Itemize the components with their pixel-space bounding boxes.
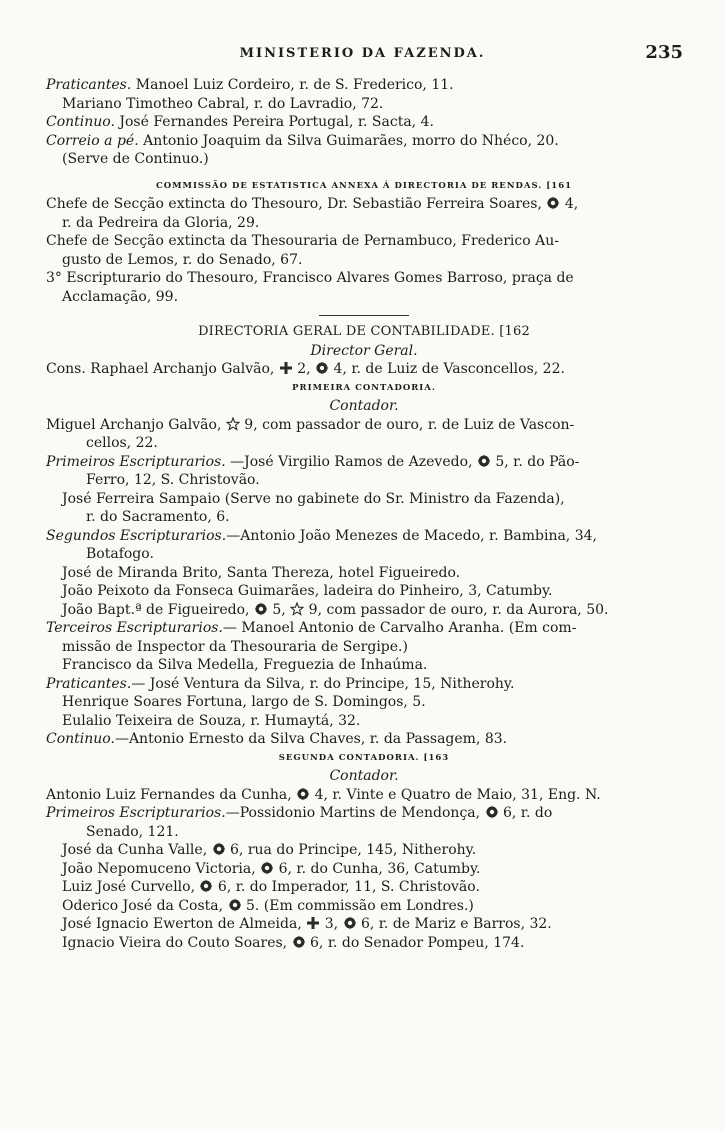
entry-text: João Peixoto da Fonseca Guimarães, ladeira do Pinheiro, 3, Catumby.: [62, 583, 553, 599]
role-label: Continuo.: [46, 731, 115, 747]
entry-line: [46, 601, 682, 620]
entry-text: cellos, 22.: [86, 435, 158, 451]
order-medal-icon: [199, 879, 213, 893]
star-decoration-icon: [290, 602, 304, 616]
entry-line: [46, 619, 682, 638]
entry-continuation: [46, 288, 682, 307]
entry-text: 9, com passador de ouro, r. de Luiz de Vascon-: [239, 416, 575, 433]
entry-text: 4, r. Vinte e Quatro de Maio, 31, Eng. N.: [310, 786, 601, 803]
entry-text: José Fernandes Pereira Portugal, r. Sacta, 4.: [114, 114, 434, 130]
entry-line: [46, 132, 682, 151]
order-medal-icon: [228, 898, 242, 912]
entry-text: Botafogo.: [86, 546, 154, 562]
role-label: Primeiros Escripturarios.: [46, 453, 226, 470]
entry-text: Francisco da Silva Medella, Freguezia de Inhaúma.: [62, 657, 428, 673]
entry-line: [46, 656, 682, 675]
entry-line: [46, 841, 682, 860]
entry-continuation: [46, 638, 682, 657]
entry-text: 4,: [560, 196, 579, 212]
entry-text: 6, r. do: [498, 805, 553, 821]
star-decoration-icon: [226, 417, 240, 431]
running-title: MINISTERIO DA FAZENDA.: [239, 46, 486, 61]
entry-line: [46, 360, 682, 379]
order-medal-icon: [343, 916, 357, 930]
entry-line: [46, 113, 682, 132]
entry-text: Miguel Archanjo Galvão,: [46, 416, 226, 433]
entry-text: gusto de Lemos, r. do Senado, 67.: [62, 251, 303, 268]
entry-text: Eulalio Teixeira de Souza, r. Humaytá, 32.: [62, 712, 361, 729]
entry-line: [46, 453, 682, 472]
role-heading: [46, 767, 682, 786]
page-header: [0, 42, 725, 72]
entry-line: [46, 232, 682, 251]
entry-line: [46, 195, 682, 214]
directory-listing: [46, 76, 682, 952]
entry-continuation: [46, 823, 682, 842]
cross-decoration-icon: [279, 361, 293, 375]
entry-continuation: [46, 214, 682, 233]
role-label: Praticantes.: [46, 77, 132, 93]
entry-line: [46, 712, 682, 731]
entry-text: José de Miranda Brito, Santa Thereza, hotel Figueiredo.: [62, 564, 461, 581]
entry-continuation: [46, 251, 682, 270]
entry-text: 6, r. do Senador Pompeu, 174.: [305, 934, 525, 951]
entry-text: 6, r. do Cunha, 36, Catumby.: [274, 860, 481, 877]
role-heading: [46, 342, 682, 361]
entry-text: 9, com passador de ouro, r. da Aurora, 50.: [304, 601, 609, 618]
entry-line: [46, 76, 682, 95]
entry-line: [46, 416, 682, 435]
entry-continuation: [46, 471, 682, 490]
entry-text: Chefe de Secção extincta do Thesouro, Dr. Sebastião Ferreira Soares,: [46, 196, 547, 212]
entry-text: Ferro, 12, S. Christovão.: [86, 472, 260, 488]
entry-text: r. da Pedreira da Gloria, 29.: [62, 214, 260, 231]
role-label: Praticantes.: [46, 675, 132, 692]
order-medal-icon: [292, 935, 306, 949]
role-label: Correio a pé.: [46, 132, 139, 149]
order-medal-icon: [254, 602, 268, 616]
role-label: Terceiros Escripturarios.: [46, 620, 223, 636]
entry-continuation: [46, 508, 682, 527]
entry-text: 3,: [320, 916, 343, 932]
entry-text: 6, r. do Imperador, 11, S. Christovão.: [213, 879, 480, 895]
entry-text: —Possidonio Martins de Mendonça,: [225, 805, 485, 821]
entry-line: [46, 934, 682, 953]
entry-text: DIRECTORIA GERAL DE CONTABILIDADE. [162: [198, 324, 530, 339]
entry-text: COMMISSÃO DE ESTATISTICA ANNEXA Á DIRECTORIA DE RENDAS. [161: [155, 180, 573, 191]
entry-line: [46, 490, 682, 509]
entry-line: [46, 878, 682, 897]
entry-line: [46, 527, 682, 546]
entry-text: 3° Escripturario do Thesouro, Francisco Alvares Gomes Barroso, praça de: [46, 270, 574, 286]
entry-text: Senado, 121.: [86, 823, 179, 840]
role-heading: [46, 397, 682, 416]
entry-text: missão de Inspector da Thesouraria de Sergipe.): [62, 638, 408, 655]
entry-line: [46, 693, 682, 712]
entry-text: Henrique Soares Fortuna, largo de S. Domingos, 5.: [62, 694, 426, 710]
subsection-heading: [46, 177, 682, 196]
entry-text: Antonio Joaquim da Silva Guimarães, morro do Nhéco, 20.: [138, 132, 559, 149]
role-label: Segundos Escripturarios.: [46, 527, 227, 544]
entry-text: José Ignacio Ewerton de Almeida,: [62, 916, 307, 932]
entry-line: [46, 730, 682, 749]
entry-text: —José Virgilio Ramos de Azevedo,: [225, 453, 477, 470]
entry-text: SEGUNDA CONTADORIA. [163: [278, 752, 450, 763]
role-label: Contador.: [329, 398, 399, 414]
order-medal-icon: [477, 454, 491, 468]
entry-text: Oderico José da Costa,: [62, 897, 228, 914]
role-label: Director Geral.: [310, 342, 418, 359]
entry-continuation: [46, 545, 682, 564]
entry-text: Manoel Luiz Cordeiro, r. de S. Frederico, 11.: [131, 77, 454, 93]
entry-text: João Bapt.ª de Figueiredo,: [62, 601, 254, 618]
page-number: 235: [645, 42, 683, 63]
order-medal-icon: [296, 787, 310, 801]
entry-text: Luiz José Curvello,: [62, 879, 200, 895]
entry-text: José da Cunha Valle,: [62, 842, 212, 858]
entry-text: (Serve de Continuo.): [62, 151, 209, 167]
entry-line: [46, 564, 682, 583]
role-label: Primeiros Escripturarios.: [46, 805, 226, 821]
entry-text: 2,: [292, 361, 316, 377]
cross-decoration-icon: [306, 916, 320, 930]
entry-continuation: [46, 150, 682, 169]
entry-text: Acclamação, 99.: [62, 288, 179, 305]
role-label: Continuo.: [46, 114, 115, 130]
entry-line: [46, 786, 682, 805]
spacer: [46, 169, 682, 177]
entry-text: Cons. Raphael Archanjo Galvão,: [46, 361, 279, 377]
entry-line: [46, 897, 682, 916]
entry-text: 6, r. de Mariz e Barros, 32.: [356, 916, 552, 932]
subsection-heading: [46, 379, 682, 398]
entry-text: Ignacio Vieira do Couto Soares,: [62, 934, 292, 951]
entry-line: [46, 860, 682, 879]
entry-line: [46, 804, 682, 823]
entry-line: [46, 675, 682, 694]
entry-text: PRIMEIRA CONTADORIA.: [292, 382, 436, 393]
section-heading: [46, 323, 682, 342]
entry-line: [46, 582, 682, 601]
entry-line: [46, 915, 682, 934]
section-divider: [319, 315, 409, 316]
entry-text: — Manoel Antonio de Carvalho Aranha. (Em com-: [222, 620, 577, 636]
entry-text: Mariano Timotheo Cabral, r. do Lavradio, 72.: [62, 95, 384, 112]
entry-text: 5. (Em commissão em Londres.): [241, 897, 474, 914]
entry-text: Chefe de Secção extincta da Thesouraria de Pernambuco, Frederico Au-: [46, 233, 559, 249]
entry-text: Antonio Luiz Fernandes da Cunha,: [46, 786, 297, 803]
order-medal-icon: [260, 861, 274, 875]
order-medal-icon: [212, 842, 226, 856]
entry-line: [46, 95, 682, 114]
entry-text: —Antonio Ernesto da Silva Chaves, r. da Passagem, 83.: [114, 731, 508, 747]
order-medal-icon: [485, 805, 499, 819]
entry-text: José Ferreira Sampaio (Serve no gabinete do Sr. Ministro da Fazenda),: [62, 490, 565, 507]
entry-text: 4, r. de Luiz de Vasconcellos, 22.: [329, 361, 565, 377]
role-label: Contador.: [329, 768, 399, 784]
entry-text: João Nepomuceno Victoria,: [62, 860, 261, 877]
order-medal-icon: [546, 196, 560, 210]
entry-line: [46, 269, 682, 288]
entry-text: 5, r. do Pão-: [490, 453, 580, 470]
order-medal-icon: [315, 361, 329, 375]
entry-text: 5,: [267, 601, 291, 618]
entry-text: r. do Sacramento, 6.: [86, 509, 230, 525]
entry-text: 6, rua do Principe, 145, Nitherohy.: [225, 842, 477, 858]
subsection-heading: [46, 749, 682, 768]
entry-text: — José Ventura da Silva, r. do Principe, 15, Nitherohy.: [131, 675, 515, 692]
entry-text: —Antonio João Menezes de Macedo, r. Bambina, 34,: [226, 527, 597, 544]
entry-continuation: [46, 434, 682, 453]
